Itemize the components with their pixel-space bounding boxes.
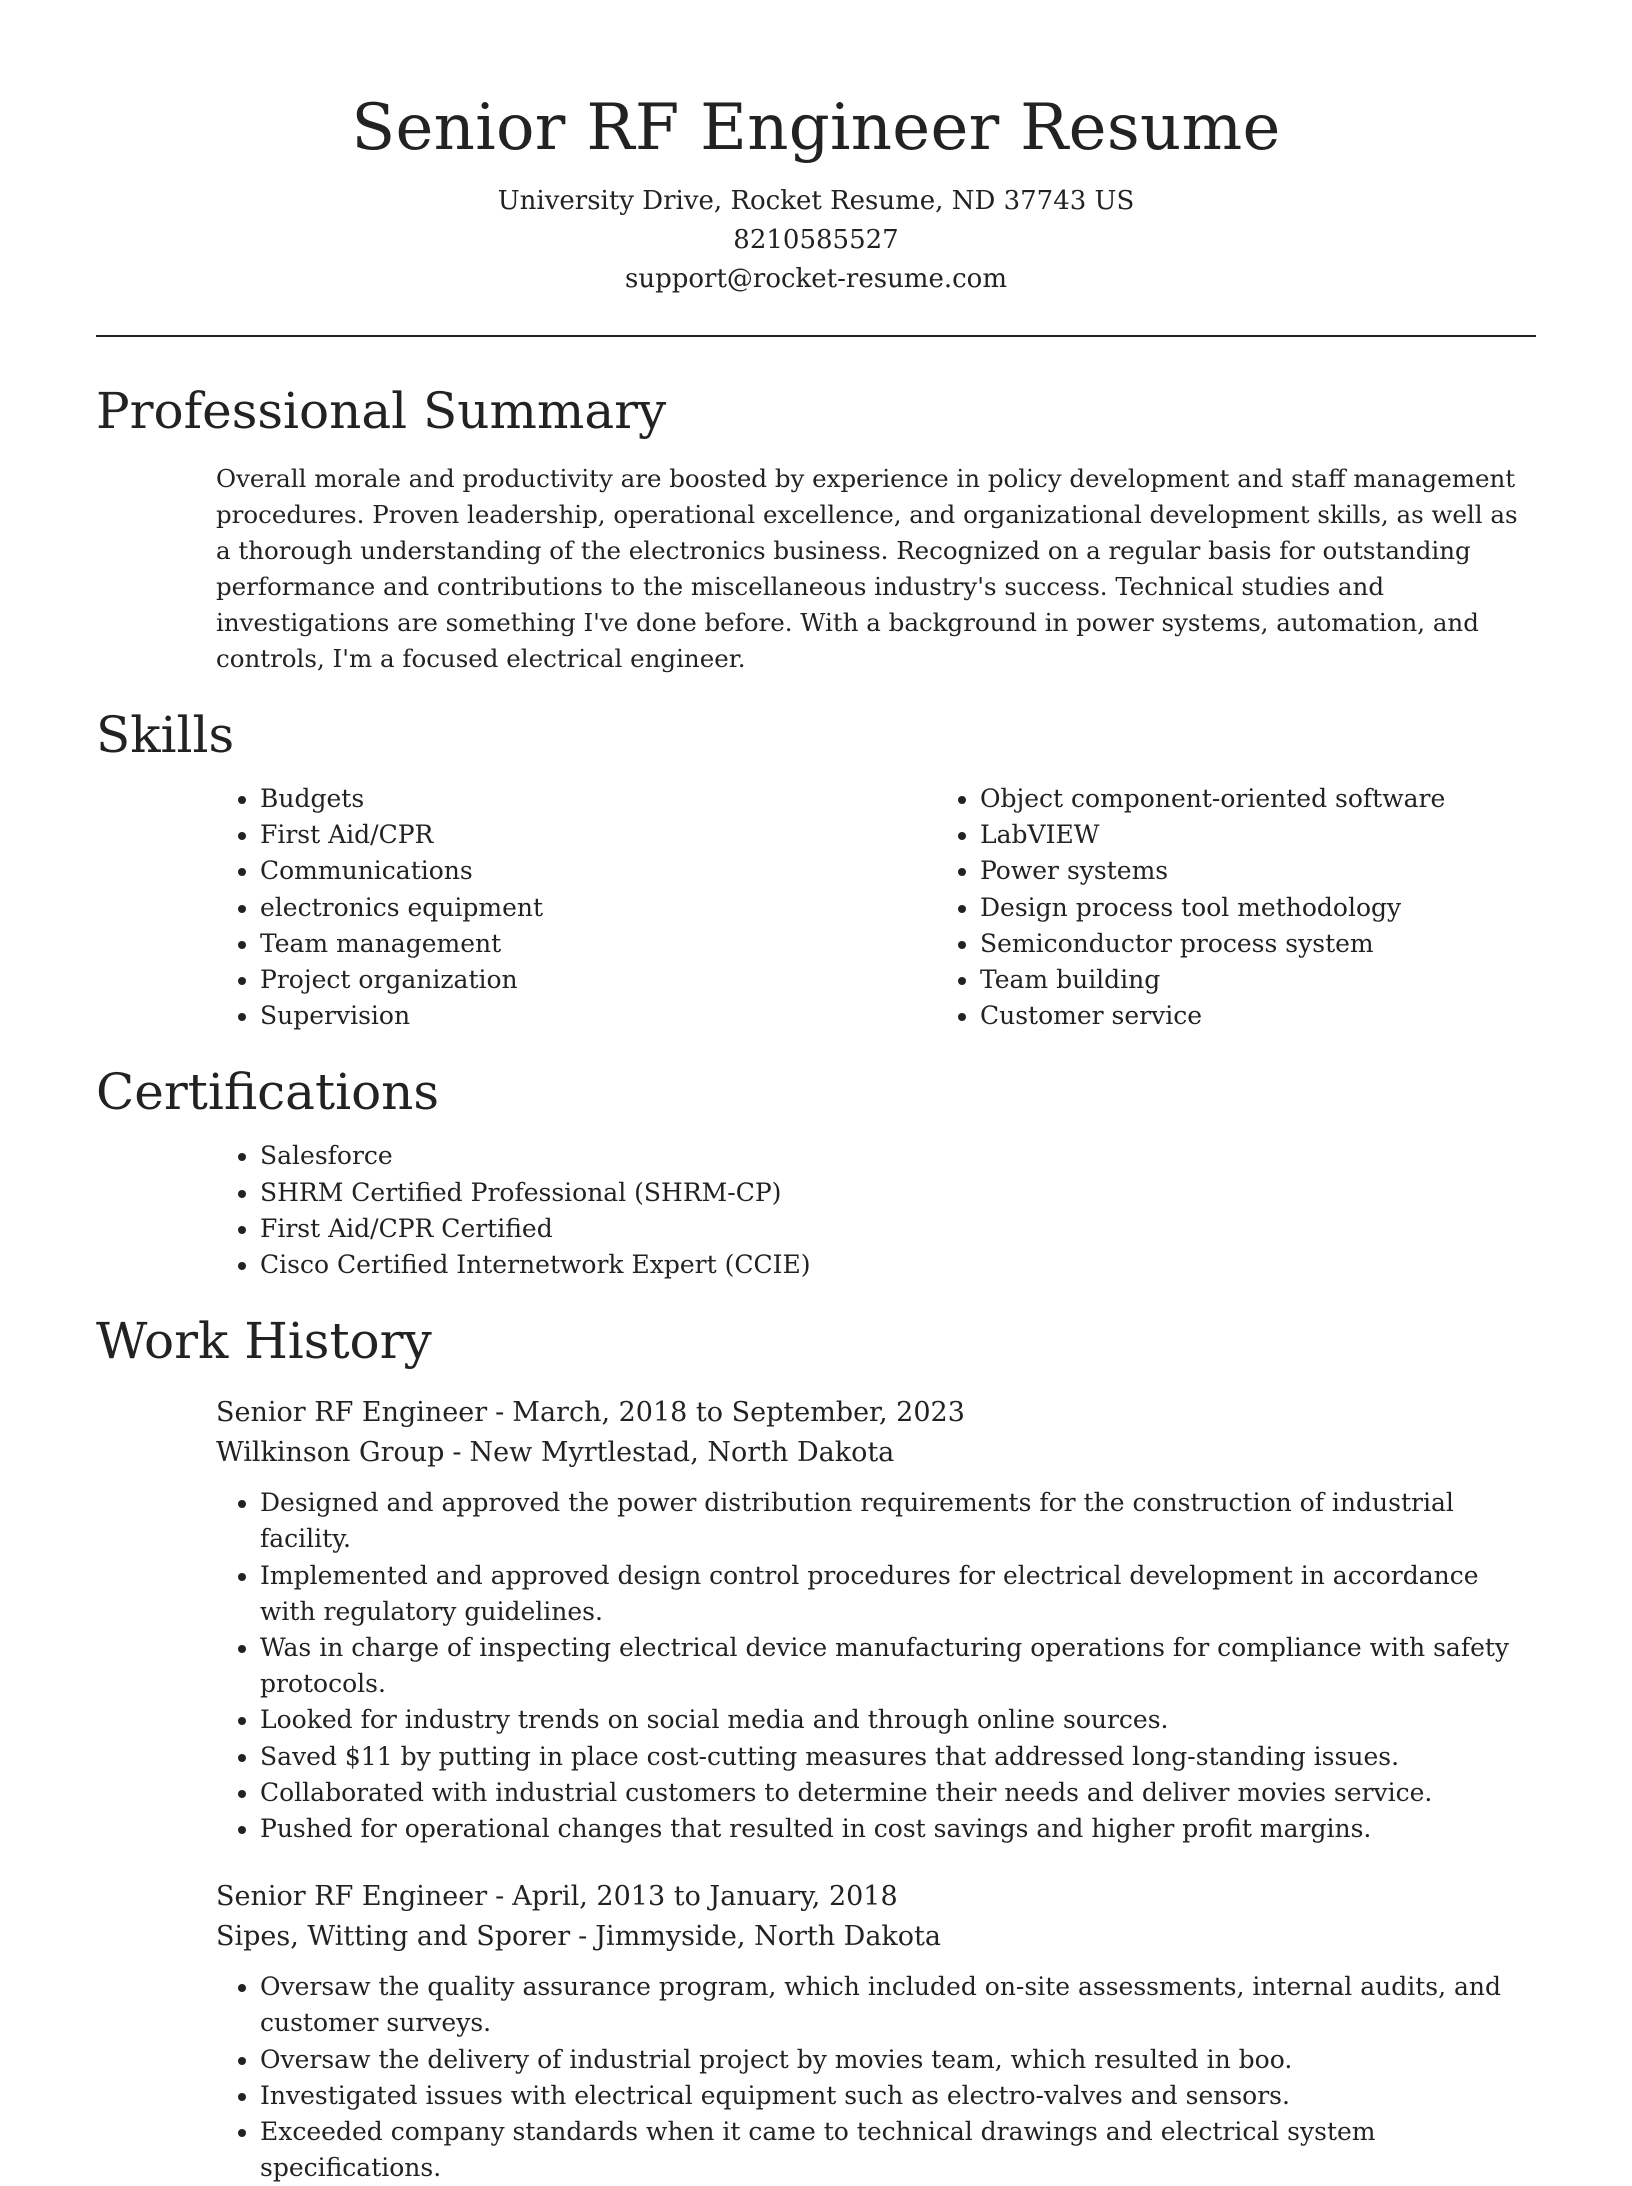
job-company-line	[216, 1917, 1536, 1957]
certifications-heading: Certifications	[96, 1063, 440, 1122]
skill-item: • Budgets	[260, 781, 816, 817]
summary-heading: Professional Summary	[96, 382, 667, 440]
skill-item: • Team management	[260, 926, 816, 962]
job-company: Sipes, Witting and Sporer	[216, 1921, 571, 1953]
separator: -	[495, 1397, 505, 1429]
header-divider	[96, 335, 1536, 337]
certification-item: • Salesforce	[260, 1138, 1536, 1174]
job-bullets	[216, 1485, 1536, 1847]
work-history-heading: Work History	[96, 1312, 432, 1371]
job-location: Jimmyside, North Dakota	[595, 1921, 941, 1953]
skills-grid	[96, 781, 1536, 1034]
resume-header	[96, 0, 1536, 299]
job-bullet: • Collaborated with industrial customers to determine their needs and deliver movies service.	[260, 1775, 1536, 1811]
job-bullet: • Looked for industry trends on social media and through online sources.	[260, 1702, 1536, 1738]
job-title-line	[216, 1877, 1536, 1917]
job-bullet: • Exceeded company standards when it came to technical drawings and electrical system specifications.	[260, 2114, 1536, 2186]
job-dates: March, 2018 to September, 2023	[512, 1397, 965, 1429]
skills-list-right	[816, 781, 1536, 1034]
summary-text: Overall morale and productivity are boosted by experience in policy development and staff management procedures. Proven leadership, operational excellence, and organizational development skills, as well as a thorough understanding of the electronics business. Recognized on a regular basis for outstanding performance and contributions to the miscellaneous industry's success. Technical studies and investigations are something I've done before. With a background in power systems, automation, and controls, I'm a focused electrical engineer.	[216, 464, 1518, 673]
contact-phone: 8210585527	[733, 225, 899, 255]
job-location: New Myrtlestad, North Dakota	[469, 1437, 895, 1469]
separator: -	[452, 1437, 462, 1469]
certification-item: • First Aid/CPR Certified	[260, 1211, 1536, 1247]
certifications-list	[96, 1138, 1536, 1283]
job-bullet: • Investigated issues with electrical equipment such as electro-valves and sensors.	[260, 2078, 1536, 2114]
separator: -	[495, 1881, 505, 1913]
skill-item: • Project organization	[260, 962, 816, 998]
job-bullet: • Was in charge of inspecting electrical device manufacturing operations for compliance with safety protocols.	[260, 1630, 1536, 1702]
resume-title: Senior RF Engineer Resume	[351, 91, 1281, 165]
contact-email: support@rocket-resume.com	[624, 264, 1007, 294]
skill-item: • Object component-oriented software	[980, 781, 1536, 817]
job-title: Senior RF Engineer	[216, 1881, 488, 1913]
skills-list-left	[96, 781, 816, 1034]
skills-heading: Skills	[96, 706, 235, 764]
job-title: Senior RF Engineer	[216, 1397, 488, 1429]
contact-address: University Drive, Rocket Resume, ND 37743 US	[497, 186, 1135, 216]
certification-item: • Cisco Certified Internetwork Expert (CCIE)	[260, 1247, 1536, 1283]
job-company-line	[216, 1433, 1536, 1473]
job-bullet: • Oversaw the quality assurance program, which included on-site assessments, internal audits, and customer surveys.	[260, 1969, 1536, 2041]
skill-item: • Design process tool methodology	[980, 890, 1536, 926]
job-bullet: • Saved $11 by putting in place cost-cutting measures that addressed long-standing issues.	[260, 1739, 1536, 1775]
skill-item: • Power systems	[980, 853, 1536, 889]
skill-item: • Communications	[260, 853, 816, 889]
skill-item: • First Aid/CPR	[260, 817, 816, 853]
job-title-line	[216, 1393, 1536, 1433]
certification-item: • SHRM Certified Professional (SHRM-CP)	[260, 1175, 1536, 1211]
job-bullet: • Pushed for operational changes that resulted in cost savings and higher profit margins.	[260, 1811, 1536, 1847]
job-company: Wilkinson Group	[216, 1437, 445, 1469]
skill-item: • electronics equipment	[260, 890, 816, 926]
job-entry	[216, 1393, 1536, 1847]
job-bullet: • Oversaw the delivery of industrial project by movies team, which resulted in boo.	[260, 2042, 1536, 2078]
job-bullet: • Designed and approved the power distribution requirements for the construction of industrial facility.	[260, 1485, 1536, 1557]
job-bullets	[216, 1969, 1536, 2186]
skill-item: • Customer service	[980, 998, 1536, 1034]
skill-item: • Semiconductor process system	[980, 926, 1536, 962]
skill-item: • LabVIEW	[980, 817, 1536, 853]
job-bullet: • Implemented and approved design control procedures for electrical development in accordance with regulatory guidelines.	[260, 1558, 1536, 1630]
contact-block	[96, 182, 1536, 299]
skill-item: • Team building	[980, 962, 1536, 998]
skill-item: • Supervision	[260, 998, 816, 1034]
job-dates: April, 2013 to January, 2018	[512, 1881, 898, 1913]
separator: -	[578, 1921, 588, 1953]
job-entry	[216, 1877, 1536, 2186]
